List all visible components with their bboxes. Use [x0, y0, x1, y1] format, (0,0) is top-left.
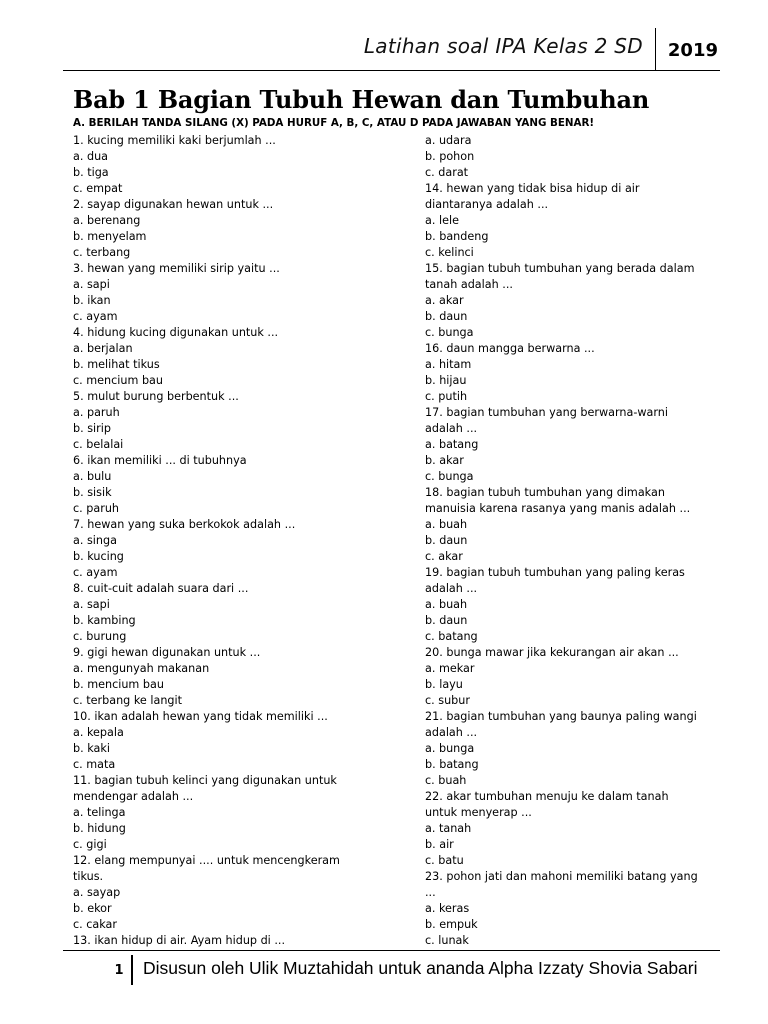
answer-option: b. kucing	[73, 550, 124, 563]
question-text: 23. pohon jati dan mahoni memiliki batang yang	[425, 870, 698, 883]
answer-option: b. melihat tikus	[73, 358, 160, 371]
question-text-continued: untuk menyerap ...	[425, 806, 532, 819]
answer-option: b. layu	[425, 678, 463, 691]
answer-option: a. berjalan	[73, 342, 133, 355]
answer-option: a. kepala	[73, 726, 124, 739]
answer-option: c. gigi	[73, 838, 107, 851]
question-text-continued: diantaranya adalah ...	[425, 198, 549, 211]
question-text: 1. kucing memiliki kaki berjumlah ...	[73, 134, 276, 147]
question-text: 18. bagian tubuh tumbuhan yang dimakan	[425, 486, 665, 499]
question-text: 5. mulut burung berbentuk ...	[73, 390, 239, 403]
answer-option: b. batang	[425, 758, 479, 771]
right-question-column	[425, 133, 725, 949]
answer-option: c. subur	[425, 694, 470, 707]
answer-option: c. akar	[425, 550, 463, 563]
answer-option: c. terbang	[73, 246, 131, 259]
question-text: 2. sayap digunakan hewan untuk ...	[73, 198, 274, 211]
answer-option: a. bulu	[73, 470, 112, 483]
answer-option: c. empat	[73, 182, 123, 195]
instruction-text: A. BERILAH TANDA SILANG (X) PADA HURUF A, B, C, ATAU D PADA JAWABAN YANG BENAR!	[73, 117, 595, 129]
question-text: 6. ikan memiliki ... di tubuhnya	[73, 454, 247, 467]
question-text: 14. hewan yang tidak bisa hidup di air	[425, 182, 640, 195]
answer-option: c. lunak	[425, 934, 469, 947]
answer-option: b. menyelam	[73, 230, 147, 243]
answer-option: c. paruh	[73, 502, 120, 515]
answer-option: b. sirip	[73, 422, 111, 435]
question-text-continued: tanah adalah ...	[425, 278, 513, 291]
question-text-continued: adalah ...	[425, 726, 478, 739]
answer-option: c. buah	[425, 774, 467, 787]
answer-option: c. belalai	[73, 438, 124, 451]
question-text-continued: tikus.	[73, 870, 104, 883]
answer-option: b. empuk	[425, 918, 478, 931]
left-question-column	[73, 133, 403, 949]
question-text-continued: mendengar adalah ...	[73, 790, 194, 803]
answer-option: b. ikan	[73, 294, 111, 307]
question-text: 11. bagian tubuh kelinci yang digunakan untuk	[73, 774, 337, 787]
answer-option: a. sayap	[73, 886, 121, 899]
header-title: Latihan soal IPA Kelas 2 SD	[363, 34, 643, 58]
answer-option: a. tanah	[425, 822, 472, 835]
answer-option: b. tiga	[73, 166, 109, 179]
question-text-continued: manuisia karena rasanya yang manis adalah ...	[425, 502, 691, 515]
answer-option: a. mengunyah makanan	[73, 662, 210, 675]
question-text: 15. bagian tubuh tumbuhan yang berada dalam	[425, 262, 695, 275]
answer-option: c. mencium bau	[73, 374, 163, 387]
answer-option: a. buah	[425, 598, 468, 611]
answer-option: a. udara	[425, 134, 472, 147]
answer-option: a. lele	[425, 214, 459, 227]
answer-option: a. buah	[425, 518, 468, 531]
answer-option: c. kelinci	[425, 246, 474, 259]
answer-option: c. batu	[425, 854, 464, 867]
answer-option: a. dua	[73, 150, 109, 163]
chapter-title: Bab 1 Bagian Tubuh Hewan dan Tumbuhan	[73, 85, 650, 114]
question-text: 7. hewan yang suka berkokok adalah ...	[73, 518, 296, 531]
answer-option: a. bunga	[425, 742, 475, 755]
answer-option: a. sapi	[73, 598, 110, 611]
page-footer	[63, 950, 720, 991]
answer-option: a. paruh	[73, 406, 120, 419]
question-text: 17. bagian tumbuhan yang berwarna-warni	[425, 406, 668, 419]
question-text-continued: ...	[425, 886, 436, 899]
question-text: 16. daun mangga berwarna ...	[425, 342, 595, 355]
question-text: 10. ikan adalah hewan yang tidak memiliki ...	[73, 710, 328, 723]
header-divider	[655, 28, 657, 70]
question-text: 22. akar tumbuhan menuju ke dalam tanah	[425, 790, 669, 803]
question-text: 8. cuit-cuit adalah suara dari ...	[73, 582, 249, 595]
question-text: 19. bagian tubuh tumbuhan yang paling keras	[425, 566, 685, 579]
answer-option: a. mekar	[425, 662, 475, 675]
question-text: 12. elang mempunyai .... untuk mencengkeram	[73, 854, 340, 867]
answer-option: c. burung	[73, 630, 127, 643]
answer-option: a. akar	[425, 294, 464, 307]
answer-option: c. ayam	[73, 310, 118, 323]
answer-option: c. ayam	[73, 566, 118, 579]
author-credit: Disusun oleh Ulik Muztahidah untuk ananda Alpha Izzaty Shovia Sabari	[143, 958, 698, 978]
question-text: 21. bagian tumbuhan yang baunya paling wangi	[425, 710, 697, 723]
question-text: 4. hidung kucing digunakan untuk ...	[73, 326, 279, 339]
answer-option: a. hitam	[425, 358, 472, 371]
header-year: 2019	[667, 40, 718, 61]
question-text-continued: adalah ...	[425, 582, 478, 595]
page-number: 1	[114, 963, 124, 978]
answer-option: b. akar	[425, 454, 464, 467]
answer-option: b. pohon	[425, 150, 475, 163]
question-text: 9. gigi hewan digunakan untuk ...	[73, 646, 261, 659]
answer-option: b. mencium bau	[73, 678, 164, 691]
answer-option: a. batang	[425, 438, 479, 451]
answer-option: b. daun	[425, 534, 468, 547]
answer-option: b. air	[425, 838, 454, 851]
answer-option: c. darat	[425, 166, 469, 179]
answer-option: c. batang	[425, 630, 478, 643]
answer-option: b. daun	[425, 310, 468, 323]
answer-option: c. bunga	[425, 326, 474, 339]
answer-option: a. telinga	[73, 806, 126, 819]
footer-divider	[131, 955, 133, 985]
answer-option: b. sisik	[73, 486, 112, 499]
answer-option: c. cakar	[73, 918, 118, 931]
page-header	[63, 28, 720, 71]
answer-option: b. kaki	[73, 742, 110, 755]
answer-option: a. singa	[73, 534, 117, 547]
answer-option: b. bandeng	[425, 230, 489, 243]
answer-option: b. kambing	[73, 614, 136, 627]
answer-option: a. berenang	[73, 214, 141, 227]
question-text: 20. bunga mawar jika kekurangan air akan ...	[425, 646, 679, 659]
question-text: 13. ikan hidup di air. Ayam hidup di ...	[73, 934, 286, 947]
answer-option: a. keras	[425, 902, 470, 915]
answer-option: b. ekor	[73, 902, 112, 915]
answer-option: a. sapi	[73, 278, 110, 291]
answer-option: b. hijau	[425, 374, 467, 387]
answer-option: c. bunga	[425, 470, 474, 483]
answer-option: c. mata	[73, 758, 116, 771]
question-text: 3. hewan yang memiliki sirip yaitu ...	[73, 262, 280, 275]
answer-option: c. terbang ke langit	[73, 694, 183, 707]
answer-option: b. daun	[425, 614, 468, 627]
answer-option: b. hidung	[73, 822, 126, 835]
question-text-continued: adalah ...	[425, 422, 478, 435]
answer-option: c. putih	[425, 390, 468, 403]
